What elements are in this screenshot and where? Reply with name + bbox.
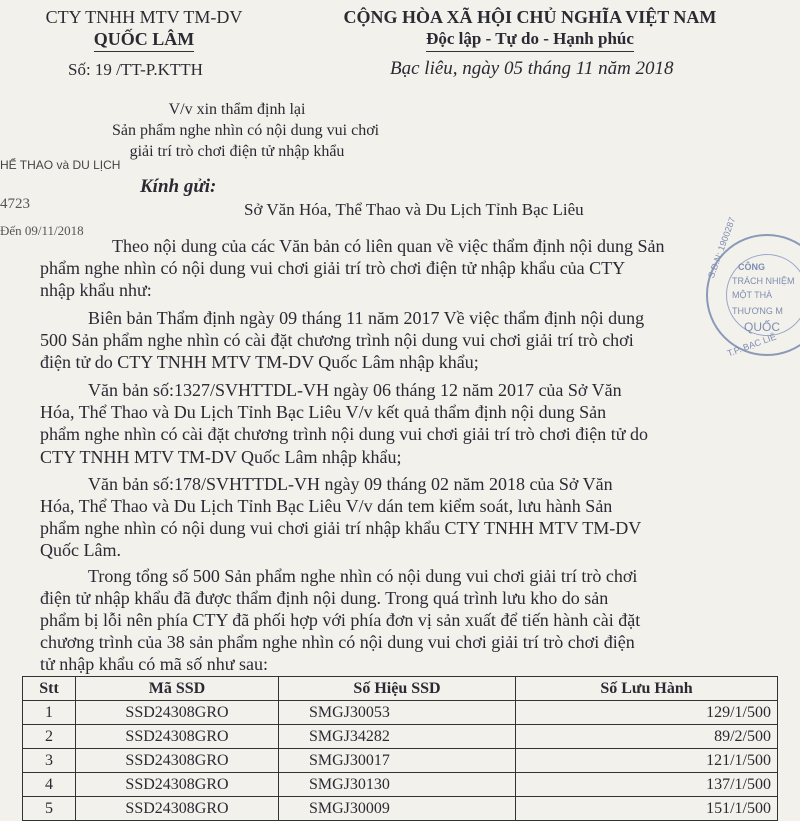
- table-header-row: [23, 677, 778, 701]
- seal-text: MỘT THÀ: [732, 290, 773, 300]
- ssd-code: SSD24308GRO: [76, 797, 279, 821]
- column-header: Stt: [23, 677, 76, 701]
- body-line: Quốc Lâm.: [40, 540, 121, 560]
- body-line: phẩm bị lỗi nên phía CTY đã phối hợp với phía đơn vị sản xuất để tiến hành cài đặt: [40, 610, 641, 630]
- body-line: nhập khẩu như:: [40, 280, 152, 300]
- body-line: Văn bản số:178/SVHTTDL-VH ngày 09 tháng 02 năm 2018 của Sở Văn: [88, 474, 613, 494]
- body-line: Theo nội dung của các Văn bản có liên quan về việc thẩm định nội dung Sản: [112, 236, 665, 256]
- body-line: 500 Sản phẩm nghe nhìn có cài đặt chương trình nội dung vui chơi giải trí trò chơi: [40, 330, 634, 350]
- ssd-code: SSD24308GRO: [76, 725, 279, 749]
- column-header: Mã SSD: [76, 677, 279, 701]
- seal-text: T.P. BẠC LIÊ: [725, 331, 778, 359]
- ssd-serial: SMGJ30130: [279, 773, 516, 797]
- salutation: Kính gửi:: [140, 176, 217, 197]
- subject-line: giải trí trò chơi điện tử nhập khẩu: [129, 143, 345, 160]
- body-line: Hóa, Thể Thao và Du Lịch Tỉnh Bạc Liêu V/v kết quả thẩm định nội dung Sản: [40, 402, 607, 422]
- column-header: Số Hiệu SSD: [279, 677, 516, 701]
- seal-text: CÔNG: [738, 262, 765, 272]
- ssd-serial: SMGJ30009: [279, 797, 516, 821]
- body-line: Hóa, Thể Thao và Du Lịch Tỉnh Bạc Liêu V/v dán tem kiểm soát, lưu hành Sản: [40, 496, 613, 516]
- national-header: [290, 6, 770, 52]
- row-index: 2: [23, 725, 76, 749]
- ssd-code: SSD24308GRO: [76, 773, 279, 797]
- body-line: điện tử nhập khẩu đã được thẩm định nội dung. Trong quá trình lưu kho do sản: [40, 588, 609, 608]
- table-row: [23, 797, 778, 821]
- body-line: Văn bản số:1327/SVHTTDL-VH ngày 06 tháng 12 năm 2017 của Sở Văn: [88, 380, 622, 400]
- subject-line: V/v xin thẩm định lại: [168, 101, 306, 118]
- circulation-number: 137/1/500: [516, 773, 778, 797]
- row-index: 4: [23, 773, 76, 797]
- table-row: [23, 749, 778, 773]
- receipt-stamp-number: 4723: [0, 196, 30, 212]
- table-row: [23, 701, 778, 725]
- body-line: phẩm nghe nhìn có nội dung vui chơi giải trí nhập khẩu CTY TNHH MTV TM-DV: [40, 518, 642, 538]
- row-index: 1: [23, 701, 76, 725]
- body-line: phẩm nghe nhìn có cài đặt chương trình nội dung vui chơi giải trí trò chơi điện tử do: [40, 424, 648, 444]
- body-line: điện tử do CTY TNHH MTV TM-DV Quốc Lâm nhập khẩu;: [40, 352, 479, 372]
- table-row: [23, 773, 778, 797]
- body-line: CTY TNHH MTV TM-DV Quốc Lâm nhập khẩu;: [40, 447, 402, 467]
- seal-text: QUỐC: [744, 320, 780, 334]
- organization-header: [24, 6, 264, 52]
- body-line: tử nhập khẩu có mã số như sau:: [40, 654, 268, 674]
- place-and-date: Bạc liêu, ngày 05 tháng 11 năm 2018: [390, 58, 674, 79]
- receipt-stamp-agency: HỂ THAO và DU LỊCH: [0, 158, 121, 172]
- subject-block: [112, 99, 380, 162]
- ssd-code: SSD24308GRO: [76, 749, 279, 773]
- organization-name: CTY TNHH MTV TM-DV: [45, 7, 243, 27]
- row-index: 3: [23, 749, 76, 773]
- reference-number: Số: 19 /TT-P.KTTH: [68, 60, 203, 79]
- circulation-number: 121/1/500: [516, 749, 778, 773]
- national-motto: Độc lập - Tự do - Hạnh phúc: [426, 28, 634, 52]
- organization-branch: QUỐC LÂM: [94, 28, 195, 52]
- row-index: 5: [23, 797, 76, 821]
- body-line: Trong tổng số 500 Sản phẩm nghe nhìn có nội dung vui chơi giải trí trò chơi: [88, 566, 638, 586]
- receipt-stamp-date: Đến 09/11/2018: [0, 223, 84, 238]
- circulation-number: 89/2/500: [516, 725, 778, 749]
- ssd-serial: SMGJ30053: [279, 701, 516, 725]
- table-row: [23, 725, 778, 749]
- body-line: chương trình của 38 sản phẩm nghe nhìn có nội dung vui chơi giải trí trò chơi điện: [40, 632, 635, 652]
- ssd-serial: SMGJ34282: [279, 725, 516, 749]
- seal-text: TRÁCH NHIỆM: [732, 276, 795, 286]
- body-line: phẩm nghe nhìn có nội dung vui chơi giải trí trò chơi điện tử nhập khẩu của CTY: [40, 258, 626, 278]
- subject-line: Sản phẩm nghe nhìn có nội dung vui chơi: [112, 122, 380, 139]
- body-line: Biên bản Thẩm định ngày 09 tháng 11 năm 2017 Về việc thẩm định nội dung: [88, 308, 645, 328]
- national-title: CỘNG HÒA XÃ HỘI CHỦ NGHĨA VIỆT NAM: [343, 7, 717, 27]
- column-header: Số Lưu Hành: [516, 677, 778, 701]
- seal-text: THƯƠNG M: [732, 306, 783, 316]
- circulation-number: 129/1/500: [516, 701, 778, 725]
- ssd-code: SSD24308GRO: [76, 701, 279, 725]
- circulation-number: 151/1/500: [516, 797, 778, 821]
- company-seal: [706, 215, 800, 359]
- recipient: Sở Văn Hóa, Thể Thao và Du Lịch Tỉnh Bạc Liêu: [244, 200, 584, 219]
- product-table: [22, 676, 778, 821]
- seal-text: S.Đ.N: 1900287: [706, 215, 738, 280]
- ssd-serial: SMGJ30017: [279, 749, 516, 773]
